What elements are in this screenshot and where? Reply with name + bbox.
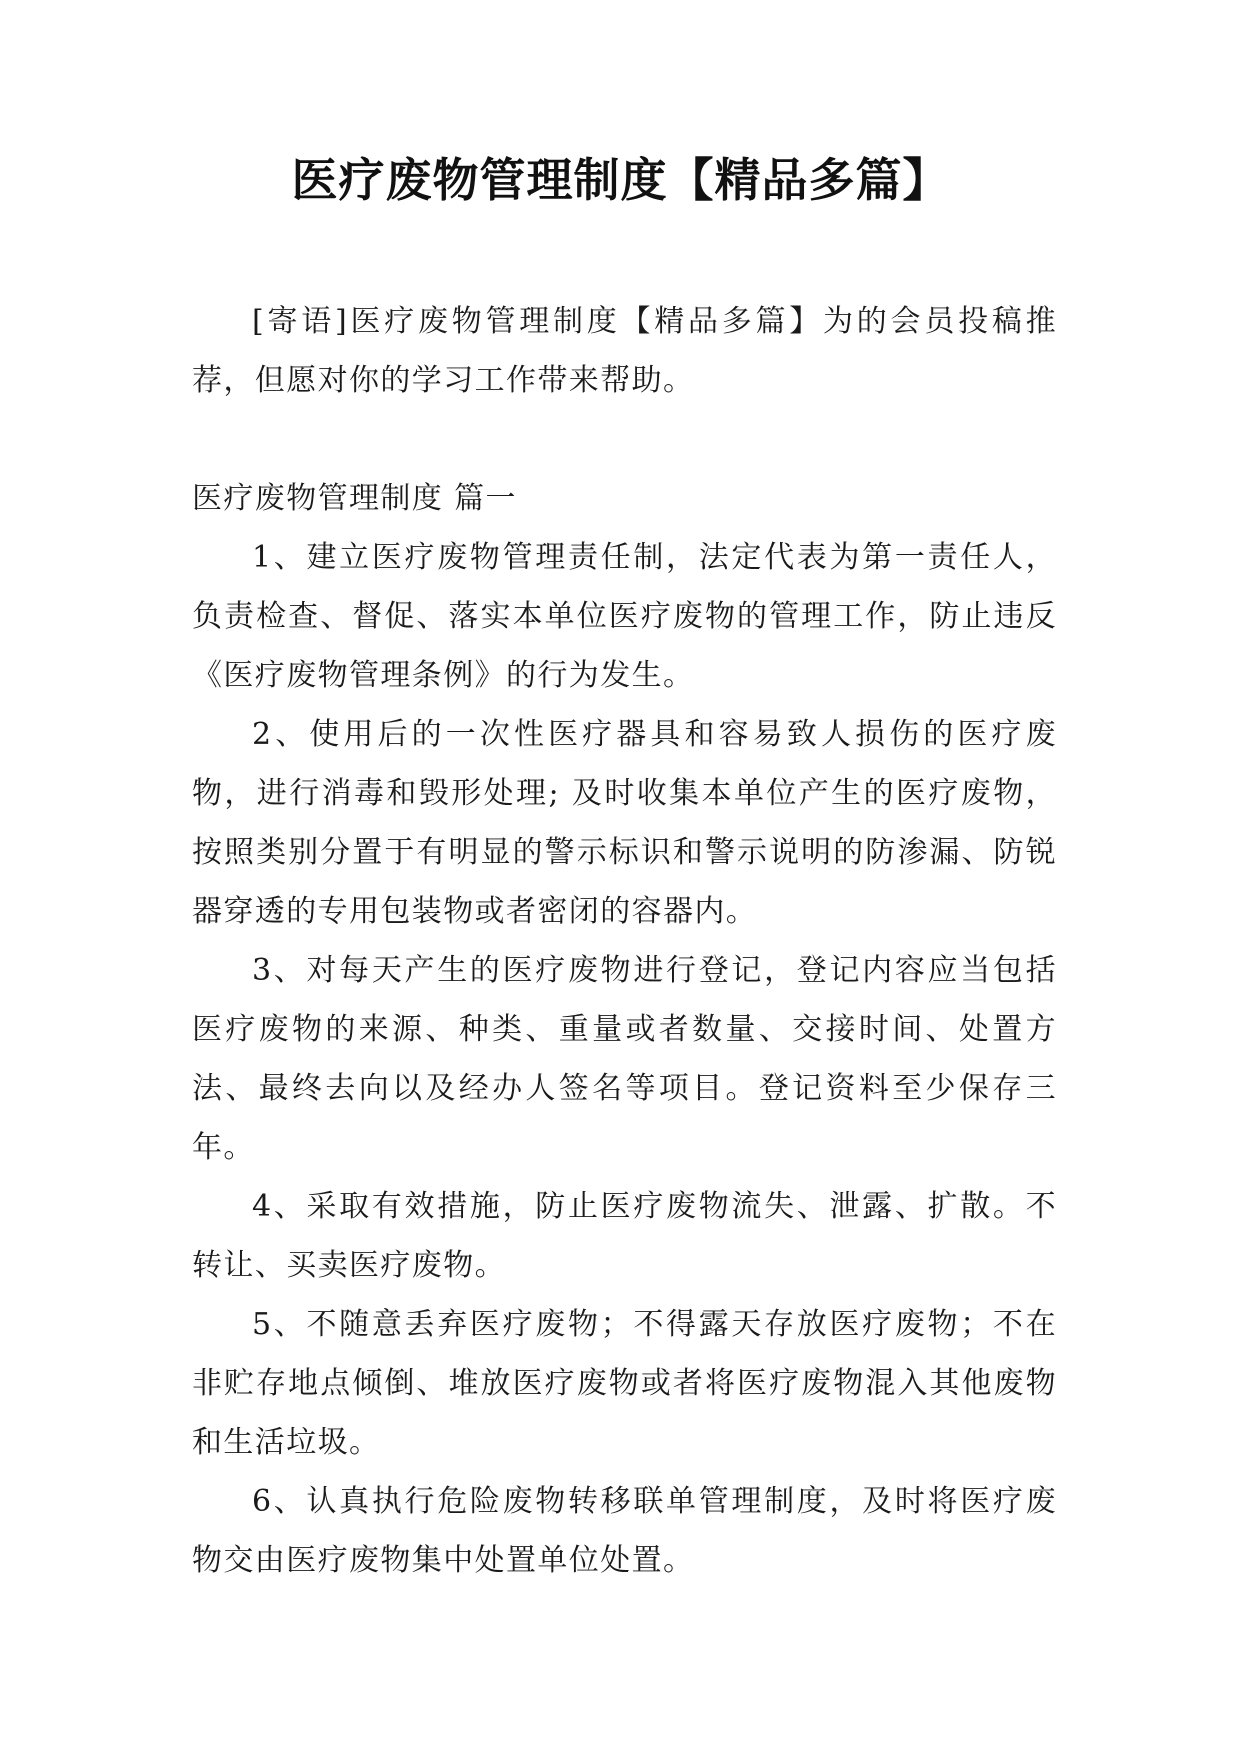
paragraph-3: 3、对每天产生的医疗废物进行登记，登记内容应当包括医疗废物的来源、种类、重量或者数量、交接时间、处置方法、最终去向以及经办人签名等项目。登记资料至少保存三年。 — [192, 953, 1057, 1165]
intro-paragraph: [寄语]医疗废物管理制度【精品多篇】为的会员投稿推荐，但愿对你的学习工作带来帮助。 — [192, 304, 1057, 398]
document-body — [192, 292, 1057, 1590]
paragraph-1: 1、建立医疗废物管理责任制，法定代表为第一责任人，负责检查、督促、落实本单位医疗废物的管理工作，防止违反《医疗废物管理条例》的行为发生。 — [192, 540, 1057, 693]
section-heading: 医疗废物管理制度 篇一 — [192, 481, 517, 516]
paragraph-6: 6、认真执行危险废物转移联单管理制度，及时将医疗废物交由医疗废物集中处置单位处置。 — [192, 1484, 1057, 1578]
document-title: 医疗废物管理制度【精品多篇】 — [291, 153, 950, 207]
paragraph-2: 2、使用后的一次性医疗器具和容易致人损伤的医疗废物，进行消毒和毁形处理; 及时收集本单位产生的医疗废物，按照类别分置于有明显的警示标识和警示说明的防渗漏、防锐器穿透的专用包装物或者密闭的容器内。 — [192, 717, 1057, 929]
paragraph-5: 5、不随意丢弃医疗废物；不得露天存放医疗废物；不在非贮存地点倾倒、堆放医疗废物或者将医疗废物混入其他废物和生活垃圾。 — [192, 1307, 1057, 1460]
paragraph-4: 4、采取有效措施，防止医疗废物流失、泄露、扩散。不转让、买卖医疗废物。 — [192, 1189, 1057, 1283]
